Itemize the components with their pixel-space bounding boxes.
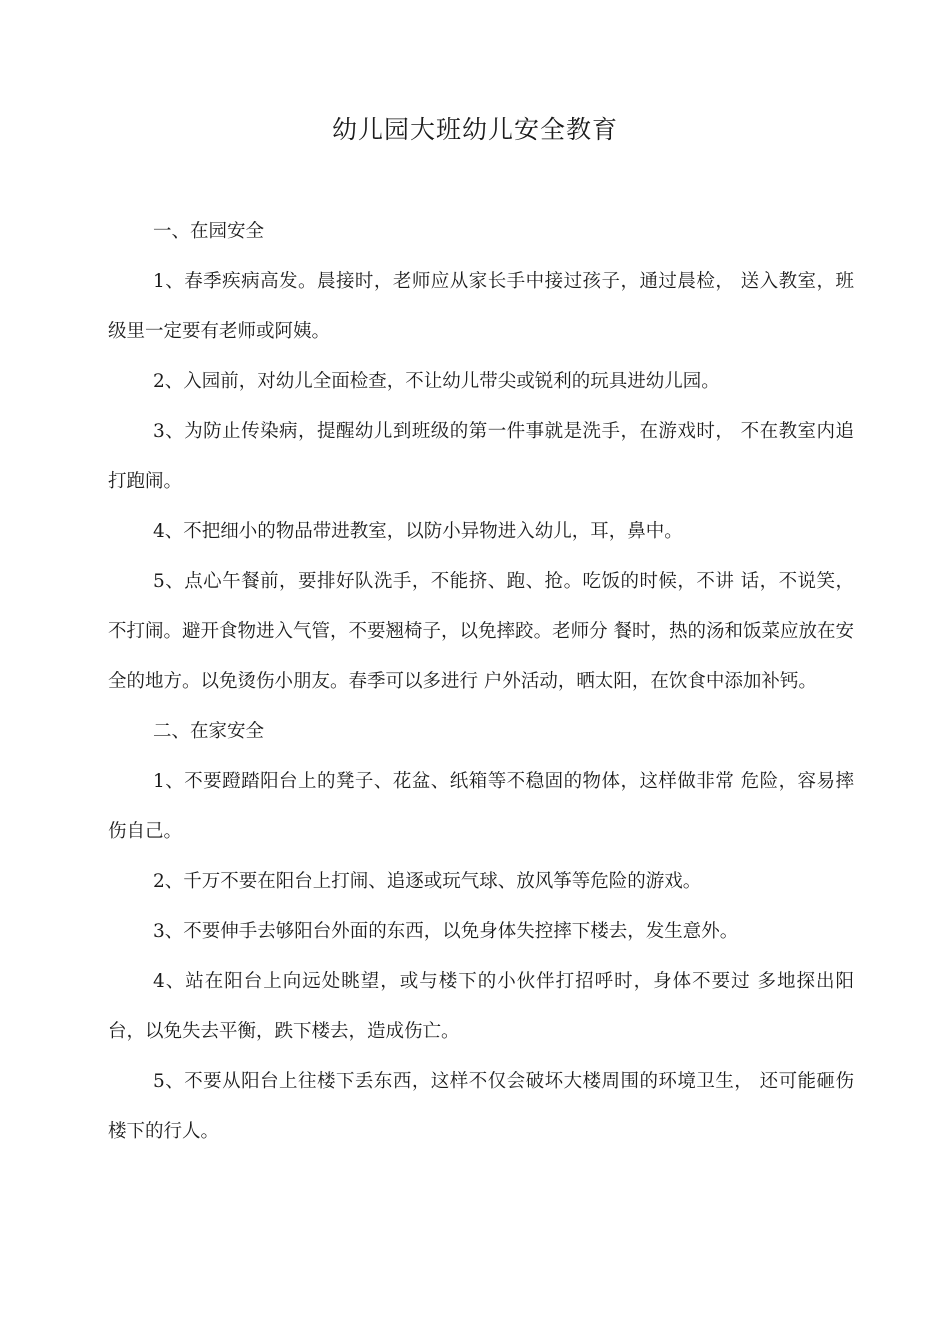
paragraph: 2、入园前，对幼儿全面检查，不让幼儿带尖或锐利的玩具进幼儿园。 xyxy=(153,371,720,392)
paragraph: 5、点心午餐前，要排好队洗手，不能挤、跑、抢。吃饭的时候，不讲 话，不说笑，不打闹。避开食物进入气管，不要翘椅子，以免摔跤。老师分 餐时，热的汤和饭菜应放在安全的地方。以免烫伤小朋友。春季可以多进行 户外活动，晒太阳，在饮食中添加补钙。 xyxy=(108,571,854,692)
section-heading-home: 二、在家安全 xyxy=(153,721,265,742)
document-title: 幼儿园大班幼儿安全教育 xyxy=(331,115,618,144)
paragraph: 1、不要蹬踏阳台上的凳子、花盆、纸箱等不稳固的物体，这样做非常 危险，容易摔伤自己。 xyxy=(108,771,854,842)
paragraph: 5、不要从阳台上往楼下丢东西，这样不仅会破坏大楼周围的环境卫生， 还可能砸伤楼下的行人。 xyxy=(108,1071,854,1142)
paragraph: 1、春季疾病高发。晨接时，老师应从家长手中接过孩子，通过晨检， 送入教室，班级里一定要有老师或阿姨。 xyxy=(108,271,854,342)
paragraph: 2、千万不要在阳台上打闹、追逐或玩气球、放风筝等危险的游戏。 xyxy=(153,871,702,892)
paragraph: 4、站在阳台上向远处眺望，或与楼下的小伙伴打招呼时，身体不要过 多地探出阳台，以免失去平衡，跌下楼去，造成伤亡。 xyxy=(108,971,854,1042)
paragraph: 3、不要伸手去够阳台外面的东西，以免身体失控摔下楼去，发生意外。 xyxy=(153,921,739,942)
section-heading-campus: 一、在园安全 xyxy=(153,221,265,242)
paragraph: 3、为防止传染病，提醒幼儿到班级的第一件事就是洗手，在游戏时， 不在教室内追打跑闹。 xyxy=(108,421,854,492)
paragraph: 4、不把细小的物品带进教室，以防小异物进入幼儿，耳，鼻中。 xyxy=(153,521,683,542)
document-body xyxy=(108,207,854,1157)
